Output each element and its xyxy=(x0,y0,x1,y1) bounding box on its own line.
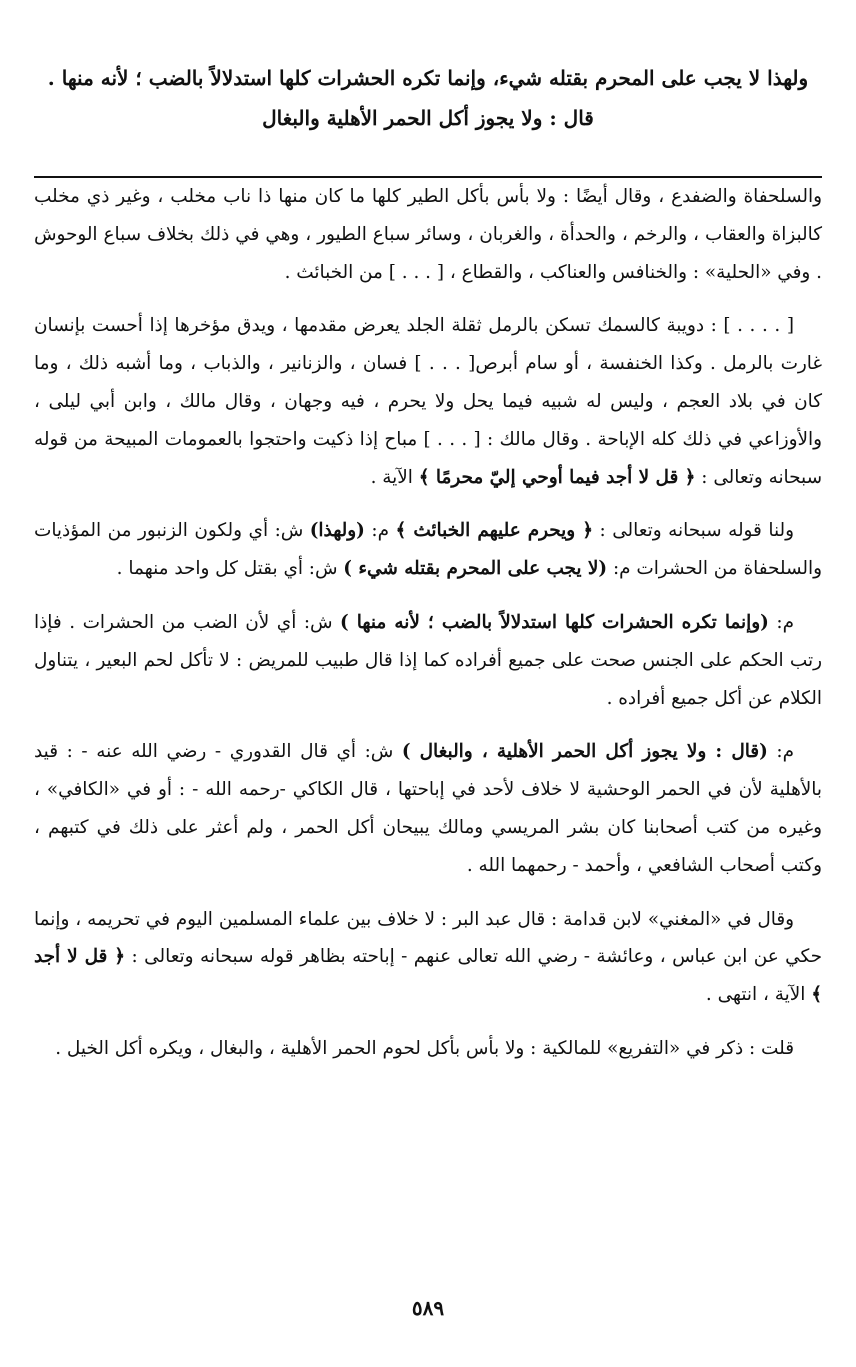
paragraph-6-text: وقال في «المغني» لابن قدامة : قال عبد البر : لا خلاف بين علماء المسلمين اليوم في تحريمه ، وإنما حكي عن ابن عباس ، وعائشة - رضي الله تعالى عنهم - إباحته بظاهر قوله سبحانه وتعالى : xyxy=(34,908,822,968)
matn-citation: (قال : ولا يجوز أكل الحمر الأهلية ، والبغال ) xyxy=(401,741,768,763)
page-number: ٥٨٩ xyxy=(411,1296,445,1320)
matn-citation: (وإنما تكره الحشرات كلها استدلالاً بالضب ؛ لأنه منها ) xyxy=(340,611,769,633)
quran-quote: ﴿ قل لا أجد ﴾ xyxy=(34,946,822,1006)
paragraph-6 xyxy=(34,901,822,1014)
paragraph-2 xyxy=(34,307,822,496)
paragraph-4 xyxy=(34,604,822,717)
matn-line-2: قال : ولا يجوز أكل الحمر الأهلية والبغال xyxy=(262,106,594,130)
paragraph-3 xyxy=(34,512,822,588)
matn-text xyxy=(34,58,822,138)
matn-citation: (لا يجب على المحرم بقتله شيء ) xyxy=(343,558,608,580)
p3-seg-1: ولنا قوله سبحانه وتعالى : xyxy=(593,520,794,542)
p3-seg-3: م: xyxy=(364,520,396,542)
quran-quote: ﴿ قل لا أجد فيما أوحي إليّ محرمًا ﴾ xyxy=(418,466,696,488)
commentary-text xyxy=(34,178,822,1084)
p3-seg-5: ش: أي ولكون الزنبور من المؤذيات والسلحفاة من الحشرات م: xyxy=(34,520,822,580)
p5-seg-3: ش: أي قال القدوري - رضي الله عنه - : قيد بالأهلية لأن في الحمر الوحشية لا خلاف لأحد في إباحتها ، قال الكاكي -رحمه الله - : أو في «الكافي» ، وغيره من كتب أصحابنا كان بشر المريسي ومالك يبيحان أكل الحمر ، ولم أعثر على ذلك في كتبهم ، وكتب أصحاب الشافعي ، وأحمد - رحمهما الله . xyxy=(34,741,822,876)
matn-citation: (ولهذا) xyxy=(309,520,365,542)
quran-quote: ﴿ ويحرم عليهم الخبائث ﴾ xyxy=(395,520,593,542)
paragraph-1: والسلحفاة والضفدع ، وقال أيضًا : ولا بأس بأكل الطير كلها ما كان منها ذا ناب مخلب ، وغير ذي مخلب كالبزاة والعقاب ، والرخم ، والحدأة ، والغربان ، وسائر سباع الطيور ، وهي في ذلك بخلاف سباع الوحوش . وفي «الحلية» : والخنافس والعناكب ، والقطاع ، [ . . . ] من الخبائث . xyxy=(34,186,822,283)
p3-seg-7: ش: أي بقتل كل واحد منهما . xyxy=(116,558,344,580)
paragraph-5 xyxy=(34,733,822,884)
paragraph-6-tail: الآية ، انتهى . xyxy=(705,984,812,1006)
matn-line-1: ولهذا لا يجب على المحرم بقتله شيء، وإنما تكره الحشرات كلها استدلالاً بالضب ؛ لأنه منها . xyxy=(47,66,809,90)
paragraph-2-text: [ . . . . ] : دويبة كالسمك تسكن بالرمل ثقلة الجلد يعرض مقدمها ، ويدق مؤخرها إذا أحست بإنسان غارت بالرمل . وكذا الخنفسة ، أو سام أبرص[ . . . ] فسان ، والزنانير ، والذباب ، وما أشبه ذلك ، وما كان في بلاد العجم ، وليس له شبيه فيما يحل ولا يحرم ، فيه وجهان ، وقال مالك ، وابن أبي ليلى ، والأوزاعي في ذلك كله الإباحة . وقال مالك : [ . . . ] مباح إذا ذكيت واحتجوا بالعمومات المبيحة من قوله سبحانه وتعالى : xyxy=(34,315,822,488)
paragraph-7: قلت : ذكر في «التفريع» للمالكية : ولا بأس بأكل لحوم الحمر الأهلية ، والبغال ، ويكره أكل الخيل . xyxy=(55,1037,794,1059)
p4-seg-1: م: xyxy=(768,611,794,633)
paragraph-2-tail: الآية . xyxy=(370,466,419,488)
p4-seg-3: ش: أي لأن الضب من الحشرات . فإذا رتب الحكم على الجنس صحت على جميع أفراده كما إذا قال طبيب للمريض : لا تأكل لحم البعير ، يتناول الكلام عن أكل جميع أفراده . xyxy=(34,611,822,709)
p5-seg-1: م: xyxy=(767,741,794,763)
